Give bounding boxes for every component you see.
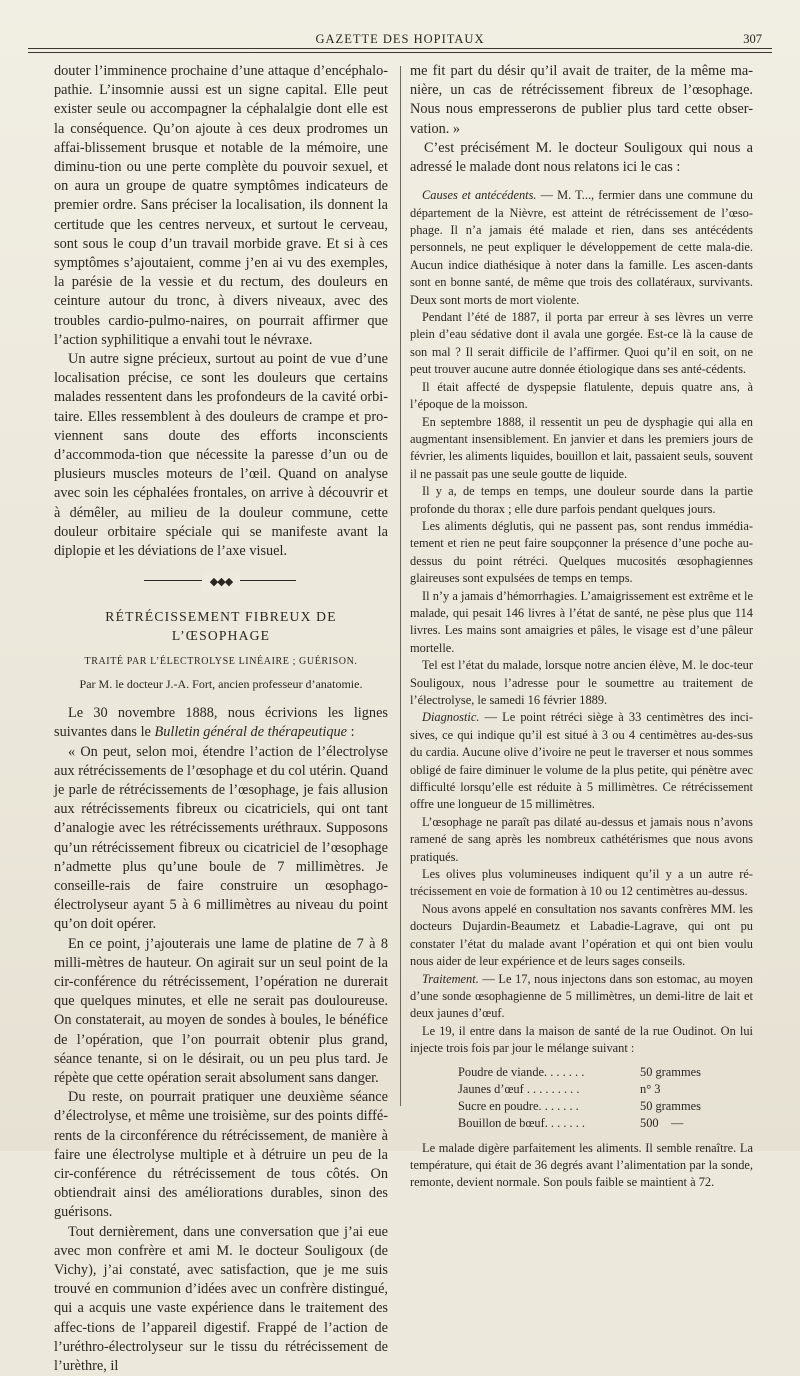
- recipe-quantity: 500 —: [640, 1115, 684, 1130]
- paragraph: Pendant l’été de 1887, il porta par erreur à ses lèvres un verre plein d’eau sédative dont il avala une gorgée. Est-ce là la cause de son mal ? Il serait difficile de l’affirmer. Quoi qu’il en soit, on ne peut trouver aucune autre donnée étiologique dans ses anté-cédents.: [410, 310, 753, 377]
- paragraph: [410, 971, 753, 1023]
- recipe-item: Sucre en poudre. . . . . . .: [458, 1098, 579, 1113]
- paragraph: Il y a, de temps en temps, une douleur sourde dans la partie profonde du thorax ; elle dure parfois pendant quelques jours.: [410, 484, 753, 516]
- paragraph: Tel est l’état du malade, lorsque notre ancien élève, M. le doc-teur Souligoux, nous l’adresse pour le soumettre au traitement de l’électrolyse, le samedi 16 février 1889.: [410, 658, 753, 707]
- paragraph: En septembre 1888, il ressentit un peu de dysphagie qui alla en augmentant insensiblement. En janvier et dans les premiers jours de février, les aliments liquides, bouillon et lait, passaient seuls, souvent il ne passait pas une seule goutte de liquide.: [410, 414, 753, 481]
- text: Le 30 novembre 1888, nous écrivions les lignes suivantes dans le: [54, 705, 388, 741]
- article-subtitle: TRAITÉ PAR L’ÉLECTROLYSE LINÉAIRE ; GUÉRISON.: [84, 655, 358, 667]
- recipe-quantity: 50 grammes: [640, 1098, 701, 1113]
- paragraph: L’œsophage ne paraît pas dilaté au-dessus et jamais nous n’avons ramené de sang après les nombreux cathétérismes que nous avons pratiqués.: [410, 814, 753, 864]
- left-column: [54, 62, 388, 1376]
- header-rule-thick: [28, 48, 772, 49]
- recipe-row: [458, 1098, 753, 1115]
- recipe-quantity: 50 grammes: [640, 1064, 701, 1079]
- article-title: RÉTRÉCISSEMENT FIBREUX DE L’ŒSOPHAGE: [105, 609, 337, 644]
- section-divider: [54, 573, 388, 587]
- paragraph: En ce point, j’ajouterais une lame de platine de 7 à 8 milli-mètres de hauteur. On agirait sur un seul point de la cir-conférence du rétrécissement, l’opération ne durerait que quelques minutes, et elle ne serait pas douloureuse. On constaterait, au moyen de sondes à boules, le bénéfice de l’opération, que l’on pourrait obtenir plus grand, séance tenante, si on le désirait, ou un peu plus tard. Je répète que cette opération serait absolument sans danger.: [54, 935, 388, 1086]
- column-separator: [400, 66, 401, 1106]
- paragraph: Il était affecté de dyspepsie flatulente, depuis quatre ans, à l’époque de la moisson.: [410, 379, 753, 412]
- section-label: Traitement.: [422, 971, 479, 986]
- paragraph: « On peut, selon moi, étendre l’action de l’électrolyse aux rétrécissements de l’œsophage et du col utérin. Quand je parle de rétrécissements de l’œsophage, je fais allusion aux rétrécissements fibreux ou cicatriciels, qui ont tant d’analogie avec les rétrécissements uréthraux. Supposons qu’un rétrécissement fibreux ou cicatriciel de l’œsophage n’admette plus qu’une boule de 7 millimètres. Je conseille-rais de faire construire un œsophago-électrolyseur ayant 5 à 6 millimètres au niveau du point qu’on doit opérer.: [54, 743, 388, 933]
- ornament-icon: ◆◆◆: [202, 573, 240, 592]
- page-number: 307: [743, 32, 762, 46]
- recipe-item: Poudre de viande. . . . . . .: [458, 1064, 585, 1079]
- paragraph: douter l’imminence prochaine d’une attaque d’encéphalo-pathie. L’insomnie aussi est un signe capital. Elle peut exister seule ou accompagner la céphalalgie dont elle est la conséquence. Qu’on ajoute à ces deux prodromes un affai-blissement brusque et notable de la mémoire, une diminu-tion ou une perte complète du pouvoir sexuel, et on aura un groupe de quatre symptômes indicateurs de premier ordre. Sans préciser la localisation, ils donnent la certitude que les centres nerveux, et surtout le cerveau, sont sous le coup d’un travail morbide grave. Et si à ces symptômes s’ajoutaient, comme j’en ai vu des exemples, la parésie de la vessie et du rectum, des douleurs en ceinture autour du tronc, à divers niveaux, avec des troubles cardio-pulmo-naires, on pourrait affirmer que l’action syphilitique a envahi tout le névraxe.: [54, 63, 388, 348]
- paragraph: Un autre signe précieux, surtout au point de vue d’une localisation précise, ce sont les douleurs que certains malades ressentent dans les profondeurs de la cavité orbi-taire. Elles ressemblent à des douleurs de crampe et pro-viennent sans doute des efforts inconscients d’accommoda-tion que nécessite la paresse d’un ou de plusieurs muscles moteurs de l’œil. Quand on analyse avec soin les céphalées frontales, on arrive à découvrir et à démêler, au milieu de la douleur commune, cette douleur orbitaire spéciale qui se manifeste avant la diplopie et les déviations de l’axe visuel.: [54, 351, 388, 560]
- recipe-quantity: n° 3: [640, 1081, 661, 1096]
- recipe-item: Bouillon de bœuf. . . . . . .: [458, 1115, 585, 1130]
- text: — M. T..., fermier dans une commune du département de la Nièvre, est atteint de rétrécissement de l’œso-phage. Il n’a jamais été malade et rien, dans ses antécédents personnels, ne peut expliquer le développement de cette mala-die. Aucun indice diathésique à noter dans la famille. Les ascen-dants sont en bonne santé, de même que trois des collatéraux, survivants. Deux sont morts de mort violente.: [410, 188, 753, 307]
- paragraph: Le 19, il entre dans la maison de santé de la rue Oudinot. On lui injecte trois fois par jour le mélange suivant :: [410, 1023, 753, 1056]
- paragraph: me fit part du désir qu’il avait de traiter, de la même ma-nière, un cas de rétrécissement fibreux de l’œsophage. Nous nous empresserons de publier plus tard cette obser-vation. »: [410, 63, 753, 137]
- recipe-row: [458, 1115, 753, 1132]
- paragraph: Du reste, on pourrait pratiquer une deuxième séance d’électrolyse, et même une troisième, sur des points diffé-rents de la circonférence du rétrécissement, de manière à faire une électrolyse multiple et à détruire un peu de la cir-conférence du rétrécissement de tous côtés. On obtiendrait ainsi des améliorations durables, sinon des guérisons.: [54, 1089, 388, 1221]
- paragraph: Les olives plus volumineuses indiquent qu’il y a un autre ré-trécissement en voie de formation à 10 ou 12 centimètres au-dessus.: [410, 867, 753, 899]
- paragraph: Il n’y a jamais d’hémorrhagies. L’amaigrissement est extrême et le malade, qui pesait 146 livres à l’état de santé, ne pèse plus que 114 livres. Les mains sont amaigries et pâles, le visage est d’une pâleur mortelle.: [410, 588, 753, 655]
- recipe-table: [458, 1064, 753, 1132]
- paragraph: Nous avons appelé en consultation nos savants confrères MM. les docteurs Dujardin-Beaumetz et Labadie-Lagrave, qui ont pu constater l’état du malade avant l’opération et qui ont bien voulu nous aider de leur expérience et de leurs sages conseils.: [410, 901, 753, 969]
- paragraph: Le malade digère parfaitement les aliments. Il semble renaître. La température, qui était de 36 degrés avant l’alimentation par la sonde, remonte, devient normale. Son pouls faible se maintient à 72.: [410, 1140, 753, 1190]
- journal-title: GAZETTE DES HOPITAUX: [315, 32, 485, 46]
- recipe-row: [458, 1064, 753, 1081]
- header-rule-thin: [28, 52, 772, 53]
- paragraph: Les aliments déglutis, qui ne passent pas, sont rendus immédia-tement et rien ne peut faire soupçonner la présence d’une poche au-dessus du point rétréci. Quelques mucosités œsophagiennes glaireuses sont expulsées de temps en temps.: [410, 518, 753, 586]
- article-author: Par M. le docteur J.-A. Fort, ancien professeur d’anatomie.: [79, 676, 363, 691]
- text: — Le point rétréci siège à 33 centimètres des inci-sives, ce qui indique qu’il est situé à 3 ou 4 centimètres au-des-sus du cardia. Aucune olive d’ivoire ne peut le traverser et nous sommes obligé de faire diminuer le volume de la plus petite, qui pénètre avec difficulté lorsqu’elle est réduite à 5 millimètres. Ce rétrécissement offre une longueur de 15 millimètres.: [410, 710, 753, 812]
- journal-citation: Bulletin général de thérapeutique: [154, 724, 348, 741]
- paragraph: Tout dernièrement, dans une conversation que j’ai eue avec mon confrère et ami M. le docteur Souligoux (de Vichy), j’ai constaté, avec satisfaction, que je me suis trouvé en communion d’idées avec un confrère distingué, qui a acquis une vaste expérience dans le traitement des affec-tions de l’appareil digestif. Frappé de l’action de l’uréthro-électrolyseur sur le tissu du rétrécissement de l’urèthre, il: [54, 1223, 388, 1374]
- paragraph: [410, 187, 753, 309]
- recipe-item: Jaunes d’œuf . . . . . . . . .: [458, 1081, 580, 1096]
- case-report: [410, 187, 753, 1192]
- section-label: Causes et antécédents.: [422, 188, 537, 203]
- section-label: Diagnostic.: [422, 710, 480, 725]
- paragraph: C’est précisément M. le docteur Souligoux qui nous a adressé le malade dont nous relatons ici le cas :: [410, 139, 753, 176]
- paragraph: [410, 709, 753, 813]
- paragraph: [54, 704, 388, 742]
- text: — Le 17, nous injectons dans son estomac, au moyen d’une sonde œsophagienne de 5 millimètres, un demi-litre de lait et deux jaunes d’œuf.: [410, 971, 753, 1021]
- text: :: [347, 724, 355, 741]
- right-column: [410, 62, 753, 1192]
- page-header: [28, 26, 772, 48]
- recipe-row: [458, 1081, 753, 1098]
